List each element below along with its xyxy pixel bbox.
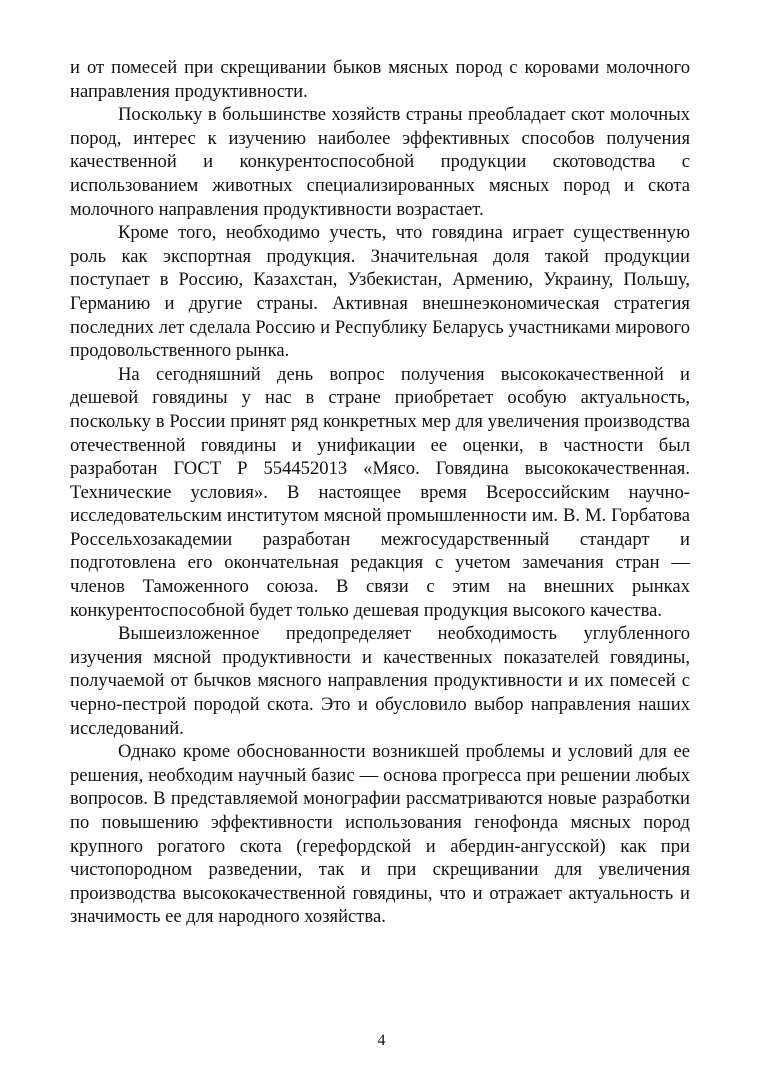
document-body bbox=[70, 56, 690, 929]
paragraph: На сегодняшний день вопрос получения высококачественной и дешевой говядины у нас в стране приобретает особую актуальность, поскольку в России принят ряд конкретных мер для увеличения производства отечественной говядины и унификации ее оценки, в частности был разработан ГОСТ Р 554452013 «Мясо. Говядина высококачественная. Технические условия». В настоящее время Всероссийским научно-исследовательским институтом мясной промышленности им. В. М. Горбатова Россельхозакадемии разработан межгосударственный стандарт и подготовлена его окончательная редакция с учетом замечания стран — членов Таможенного союза. В связи с этим на внешних рынках конкурентоспособной будет только дешевая продукция высокого качества. bbox=[70, 363, 690, 621]
paragraph: Однако кроме обоснованности возникшей проблемы и условий для ее решения, необходим научный базис — основа прогресса при решении любых вопросов. В представляемой монографии рассматриваются новые разработки по повышению эффективности использования генофонда мясных пород крупного рогатого скота (герефордской и абердин-ангусской) как при чистопородном разведении, так и при скрещивании для увеличения производства высококачественной говядины, что и отражает актуальность и значимость ее для народного хозяйства. bbox=[70, 741, 690, 928]
paragraph: Поскольку в большинстве хозяйств страны преобладает скот молочных пород, интерес к изучению наиболее эффективных способов получения качественной и конкурентоспособной продукции скотоводства с использованием животных специализированных мясных пород и скота молочного направления продуктивности возрастает. bbox=[70, 104, 690, 220]
paragraph: Вышеизложенное предопределяет необходимость углубленного изучения мясной продуктивности и качественных показателей говядины, получаемой от бычков мясного направления продуктивности и их помесей с черно-пестрой породой скота. Это и обусловило выбор направления наших исследований. bbox=[70, 623, 690, 739]
paragraph: Кроме того, необходимо учесть, что говядина играет существенную роль как экспортная продукция. Значительная доля такой продукции поступает в Россию, Казахстан, Узбекистан, Армению, Украину, Польшу, Германию и другие страны. Активная внешнеэкономическая стратегия последних лет сделала Россию и Республику Беларусь участниками мирового продовольственного рынка. bbox=[70, 222, 690, 362]
page-number: 4 bbox=[377, 1032, 386, 1049]
paragraph-continuation: и от помесей при скрещивании быков мясных пород с коровами молочного направления продуктивности. bbox=[70, 57, 690, 102]
